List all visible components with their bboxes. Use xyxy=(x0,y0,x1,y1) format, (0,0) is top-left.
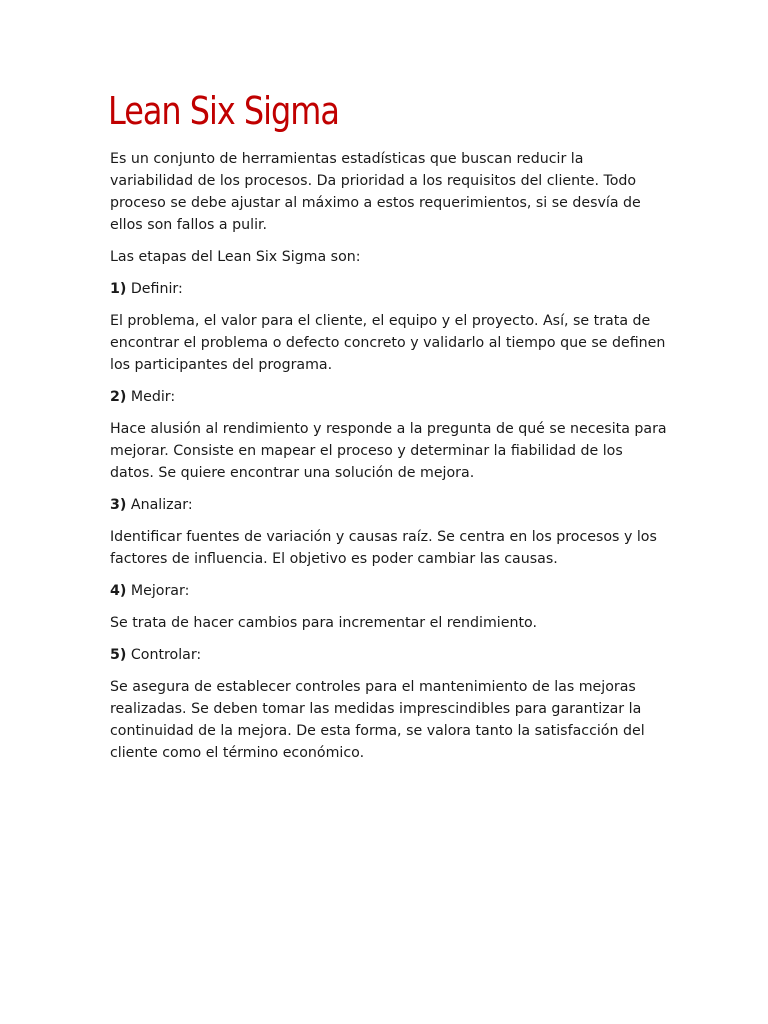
step-3-heading xyxy=(110,494,670,516)
intro-paragraph: Es un conjunto de herramientas estadísticas que buscan reducir la variabilidad de los procesos. Da prioridad a los requisitos del cliente. Todo proceso se debe ajustar al máximo a estos requerimientos, si se desvía de ellos son fallos a pulir. xyxy=(110,151,641,233)
step-name: Mejorar: xyxy=(130,583,190,599)
step-name: Analizar: xyxy=(130,497,193,513)
step-number: 5) xyxy=(110,647,127,663)
step-name: Controlar: xyxy=(130,647,202,663)
step-2-heading xyxy=(110,386,670,408)
document-title: Lean Six Sigma xyxy=(108,89,339,133)
document-body xyxy=(110,148,670,774)
stages-heading: Las etapas del Lean Six Sigma son: xyxy=(110,249,361,265)
step-name: Medir: xyxy=(130,389,176,405)
step-5-description: Se asegura de establecer controles para el mantenimiento de las mejoras realizadas. Se deben tomar las medidas imprescindibles para garantizar la continuidad de la mejora. De esta forma, se valora tanto la satisfacción del cliente como el término económico. xyxy=(110,679,645,761)
step-2-description: Hace alusión al rendimiento y responde a la pregunta de qué se necesita para mejorar. Consiste en mapear el proceso y determinar la fiabilidad de los datos. Se quiere encontrar una solución de mejora. xyxy=(110,421,667,481)
step-4-description: Se trata de hacer cambios para incrementar el rendimiento. xyxy=(110,615,537,631)
step-3-description: Identificar fuentes de variación y causas raíz. Se centra en los procesos y los factores de influencia. El objetivo es poder cambiar las causas. xyxy=(110,529,657,567)
step-name: Definir: xyxy=(130,281,183,297)
step-number: 1) xyxy=(110,281,127,297)
step-number: 3) xyxy=(110,497,127,513)
step-1-description: El problema, el valor para el cliente, el equipo y el proyecto. Así, se trata de encontrar el problema o defecto concreto y validarlo al tiempo que se definen los participantes del programa. xyxy=(110,313,666,373)
step-1-heading xyxy=(110,278,670,300)
step-number: 2) xyxy=(110,389,127,405)
step-5-heading xyxy=(110,644,670,666)
step-4-heading xyxy=(110,580,670,602)
step-number: 4) xyxy=(110,583,127,599)
